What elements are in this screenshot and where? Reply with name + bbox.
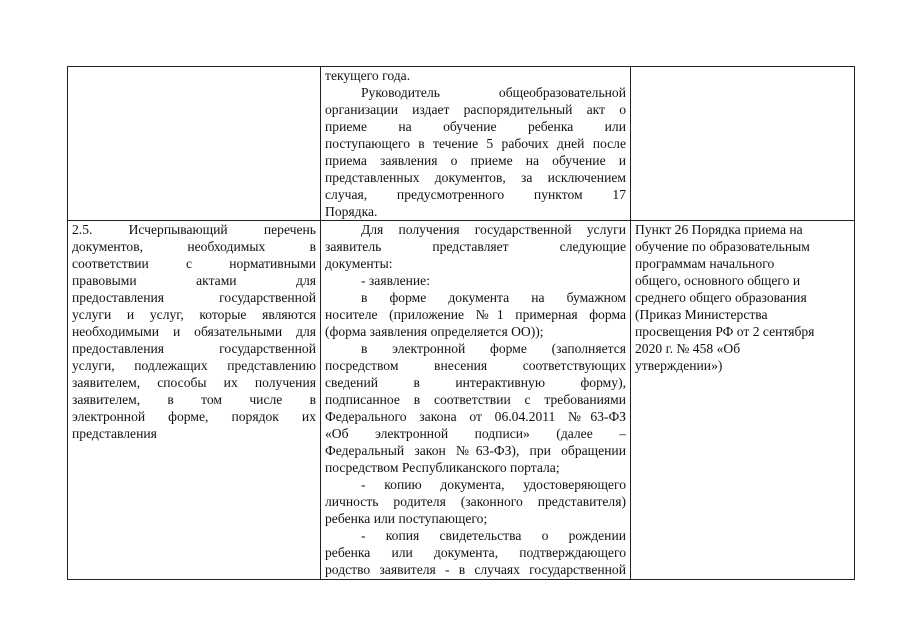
text-line: (форма заявления определяется ОО)); xyxy=(325,324,544,339)
text-line: носителе (приложение №1 примерная форма xyxy=(325,307,626,322)
text-line: ребенка или документа, подтверждающего xyxy=(325,545,626,560)
text-line: общего, основного общего и xyxy=(635,273,801,288)
cell-description xyxy=(321,221,631,580)
text-line: просвещения РФ от 2 сентября xyxy=(635,324,815,339)
text-line: сведений в интерактивную форму), xyxy=(325,375,626,390)
table-row xyxy=(68,221,855,580)
text-line: Порядка. xyxy=(325,204,378,219)
text-line: личность родителя (законного представителя) xyxy=(325,494,626,509)
text-line: подписанное в соответствии с требованиями xyxy=(325,392,626,407)
cell-service-item xyxy=(68,221,321,580)
text-line: 2.5. Исчерпывающий перечень xyxy=(72,222,316,237)
text-line: предоставления государственной xyxy=(72,290,316,305)
text-line: документы: xyxy=(325,256,393,271)
text-line: услуги, подлежащих представлению xyxy=(72,358,316,373)
text-line: - копию документа, удостоверяющего xyxy=(361,477,626,492)
text-line: Федеральный закон №63-ФЗ), при обращении xyxy=(325,443,626,458)
text-line: в форме документа на бумажном xyxy=(361,290,626,305)
text-line: Пункт 26 Порядка приема на xyxy=(635,222,803,237)
text-line: Федерального закона от 06.04.2011 №63-ФЗ xyxy=(325,409,626,424)
cell-legal-basis xyxy=(631,67,855,221)
text-line: посредством Республиканского портала; xyxy=(325,460,560,475)
text-line: случая, предусмотренного пунктом 17 xyxy=(325,187,626,202)
cell-legal-basis xyxy=(631,221,855,580)
text-line: Руководитель общеобразовательной xyxy=(361,85,626,100)
regulation-table xyxy=(67,66,855,580)
text-line: ребенка или поступающего; xyxy=(325,511,488,526)
text-line: среднего общего образования xyxy=(635,290,807,305)
text-line: заявителем, способы их получения xyxy=(72,375,316,390)
text-line: организации издает распорядительный акт о xyxy=(325,102,626,117)
text-line: текущего года. xyxy=(325,68,411,83)
text-line: родство заявителя - в случаях государственной xyxy=(325,562,626,577)
text-line: Для получения государственной услуги xyxy=(361,222,626,237)
text-line: поступающего в течение 5 рабочих дней после xyxy=(325,136,626,151)
text-line: утверждении») xyxy=(635,358,723,373)
text-line: электронной форме, порядок их xyxy=(72,409,316,424)
table-row xyxy=(68,67,855,221)
text-line: программам начального xyxy=(635,256,775,271)
text-line: представления xyxy=(72,426,157,441)
cell-description xyxy=(321,67,631,221)
text-line: заявителем, в том числе в xyxy=(72,392,316,407)
text-line: посредством внесения соответствующих xyxy=(325,358,626,373)
text-line: соответствии с нормативными xyxy=(72,256,316,271)
text-line: услуги и услуг, которые являются xyxy=(72,307,316,322)
text-line: документов, необходимых в xyxy=(72,239,316,254)
text-line: обучение по образовательным xyxy=(635,239,810,254)
text-line: заявитель представляет следующие xyxy=(325,239,626,254)
text-line: (Приказ Министерства xyxy=(635,307,768,322)
text-line: - заявление: xyxy=(361,273,430,288)
text-line: - копия свидетельства о рождении xyxy=(361,528,626,543)
text-line: предоставления государственной xyxy=(72,341,316,356)
text-line: приема заявления о приеме на обучение и xyxy=(325,153,626,168)
text-line: правовыми актами для xyxy=(72,273,316,288)
text-line: в электронной форме (заполняется xyxy=(361,341,626,356)
text-line: представленных документов, за исключением xyxy=(325,170,626,185)
cell-service-item xyxy=(68,67,321,221)
text-line: приеме на обучение ребенка или xyxy=(325,119,626,134)
text-line: 2020 г. № 458 «Об xyxy=(635,341,741,356)
text-line: необходимыми и обязательными для xyxy=(72,324,316,339)
text-line: «Об электронной подписи» (далее – xyxy=(325,426,626,441)
